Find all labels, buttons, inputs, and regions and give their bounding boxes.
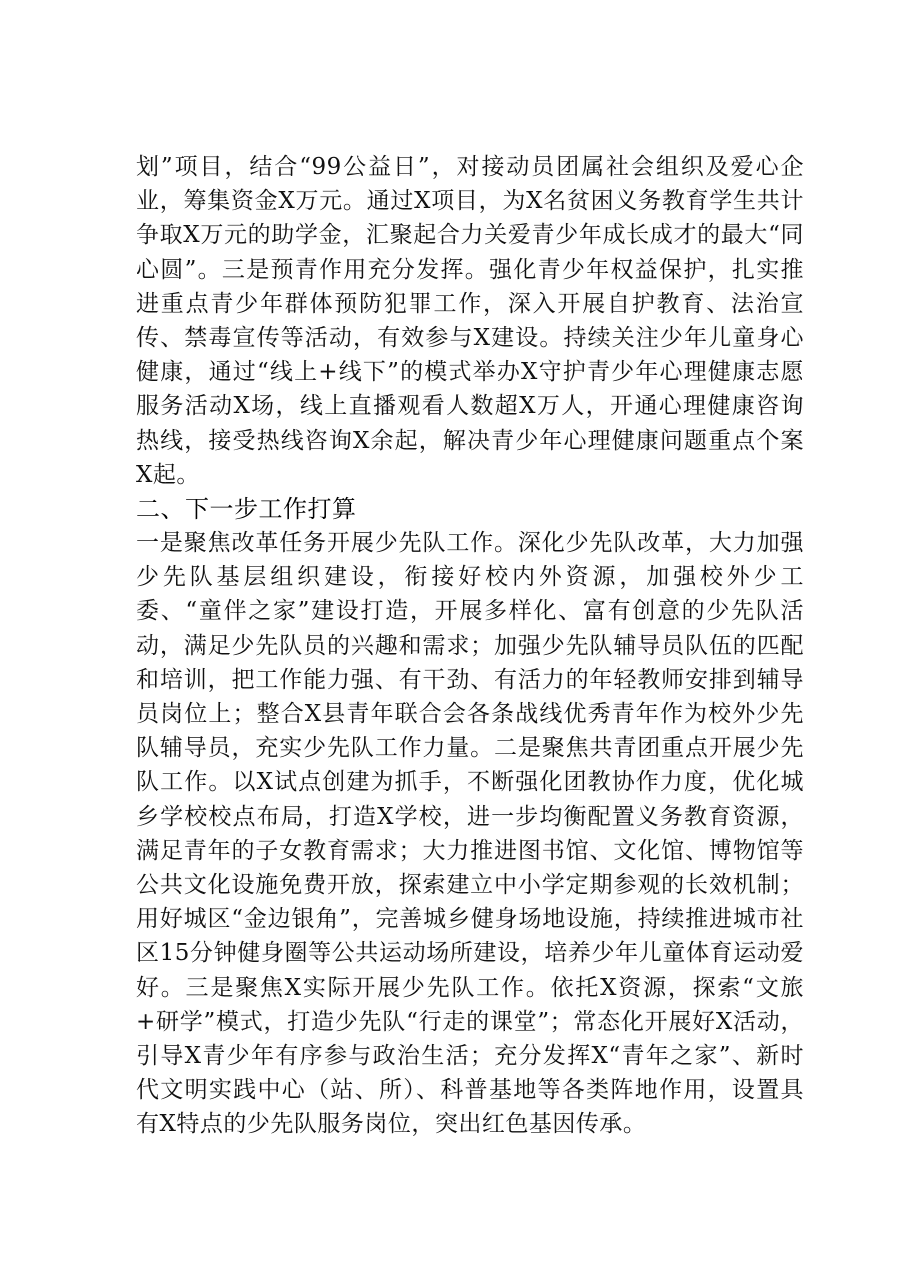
paragraph-continued: 划”项目，结合“99公益日”，对接动员团属社会组织及爱心企业，筹集资金X万元。通过X项目，为X名贫困义务教育学生共计争取X万元的助学金，汇聚起合力关爱青少年成长成才的最大“同心圆”。三是预青作用充分发挥。强化青少年权益保护，扎实推进重点青少年群体预防犯罪工作，深入开展自护教育、法治宣传、禁毒宣传等活动，有效参与X建设。持续关注少年儿童身心健康，通过“线上+线下”的模式举办X守护青少年心理健康志愿服务活动X场，线上直播观看人数超X万人，开通心理健康咨询热线，接受热线咨询X余起，解决青少年心理健康问题重点个案X起。 [136,154,804,488]
section-heading: 二、下一步工作打算 [136,495,357,524]
paragraph-next-steps: 一是聚焦改革任务开展少先队工作。深化少先队改革，大力加强少先队基层组织建设，衔接好校内外资源，加强校外少工委、“童伴之家”建设打造，开展多样化、富有创意的少先队活动，满足少先队员的兴趣和需求；加强少先队辅导员队伍的匹配和培训，把工作能力强、有干劲、有活力的年轻教师安排到辅导员岗位上；整合X县青年联合会各条战线优秀青年作为校外少先队辅导员，充实少先队工作力量。二是聚焦共青团重点开展少先队工作。以X试点创建为抓手，不断强化团教协作力度，优化城乡学校校点布局，打造X学校，进一步均衡配置义务教育资源，满足青年的子女教育需求；大力推进图书馆、文化馆、博物馆等公共文化设施免费开放，探索建立中小学定期参观的长效机制；用好城区“金边银角”，完善城乡健身场地设施，持续推进城市社区15分钟健身圈等公共运动场所建设，培养少年儿童体育运动爱好。三是聚焦X实际开展少先队工作。依托X资源，探索“文旅+研学”模式，打造少先队“行走的课堂”；常态化开展好X活动，引导X青少年有序参与政治生活；充分发挥X“青年之家”、新时代文明实践中心（站、所）、科普基地等各类阵地作用，设置具有X特点的少先队服务岗位，突出红色基因传承。 [136,530,804,1138]
document-body [136,150,804,1142]
